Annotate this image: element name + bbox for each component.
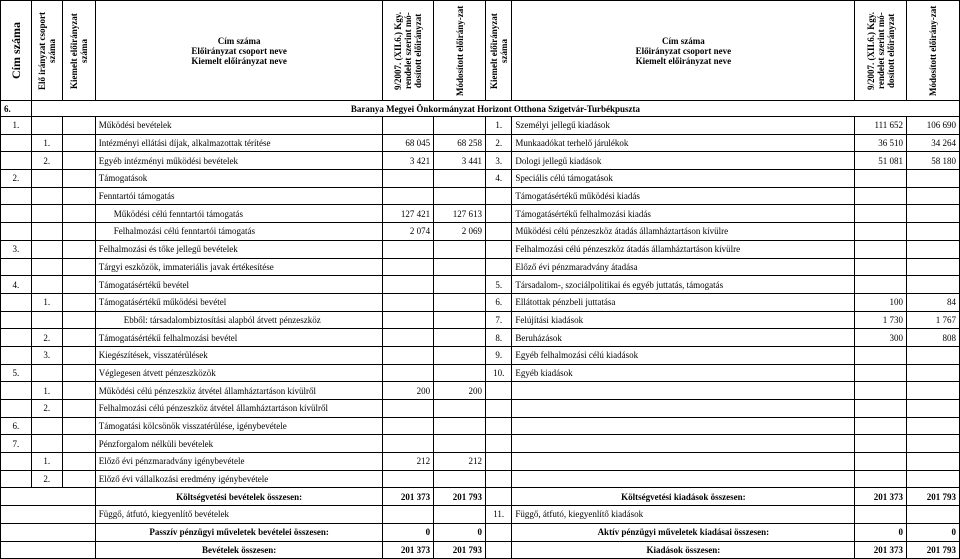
income-total-modified: 0 — [434, 523, 486, 541]
expense-label: Dologi jellegű kiadások — [512, 152, 855, 170]
kiemelt-szam — [62, 276, 95, 294]
expense-total-modified: 201 793 — [907, 488, 960, 506]
table-row — [1, 152, 960, 170]
expense-base-value — [855, 170, 907, 188]
expense-base-value: 1 730 — [855, 311, 907, 329]
expense-base-value: 100 — [855, 293, 907, 311]
income-label: Felhalmozási és tőke jellegű bevételek — [95, 240, 383, 258]
table-row — [1, 276, 960, 294]
expense-total-number — [485, 488, 511, 506]
income-label: Intézményi ellátási díjak, alkalmazottak térítése — [95, 134, 383, 152]
table-row — [1, 170, 960, 188]
cim-szam: 2. — [1, 170, 32, 188]
table-row — [1, 329, 960, 347]
income-modified-value — [434, 187, 486, 205]
kiemelt-szam — [62, 223, 95, 241]
income-modified-value — [434, 258, 486, 276]
expense-number — [485, 382, 511, 400]
income-base-value — [383, 258, 434, 276]
income-modified-value: 127 613 — [434, 205, 486, 223]
cim-szam — [1, 400, 32, 418]
expense-modified-value — [907, 223, 960, 241]
cim-szam: 1. — [1, 117, 32, 135]
expense-label: Speciális célú támogatások — [512, 170, 855, 188]
table-row — [1, 117, 960, 135]
expense-number — [485, 223, 511, 241]
section-number: 6. — [1, 101, 32, 117]
kiemelt-szam — [62, 187, 95, 205]
csoport-szam: 2. — [31, 152, 62, 170]
cim-szam: 7. — [1, 435, 32, 453]
total-row — [1, 523, 960, 541]
csoport-szam — [31, 258, 62, 276]
table-row — [1, 382, 960, 400]
expense-number: 10. — [485, 364, 511, 382]
header-modositott: Módosított előirány-zat — [434, 1, 486, 101]
expense-modified-value — [907, 205, 960, 223]
income-modified-value — [434, 417, 486, 435]
expense-total-modified: 0 — [907, 523, 960, 541]
expense-label: Támogatásértékű működési kiadás — [512, 187, 855, 205]
income-modified-value — [434, 276, 486, 294]
header-modositott-right: Módosított előirány-zat — [907, 1, 960, 101]
kiemelt-szam — [62, 346, 95, 364]
expense-base-value — [855, 470, 907, 488]
expense-base-value — [855, 400, 907, 418]
income-base-value: 68 045 — [383, 134, 434, 152]
expense-total-modified: 201 793 — [907, 541, 960, 559]
income-modified-value: 2 069 — [434, 223, 486, 241]
csoport-szam: 2. — [31, 329, 62, 347]
income-label: Támogatások — [95, 170, 383, 188]
expense-modified-value — [907, 453, 960, 471]
expense-number: 9. — [485, 346, 511, 364]
expense-modified-value: 808 — [907, 329, 960, 347]
income-total-modified: 201 793 — [434, 488, 486, 506]
income-total-label: Függő, átfutó, kiegyenlítő bevételek — [95, 506, 383, 524]
table-row — [1, 258, 960, 276]
expense-total-label: Függő, átfutó, kiegyenlítő kiadások — [512, 506, 855, 524]
csoport-szam — [31, 276, 62, 294]
cim-szam — [1, 205, 32, 223]
table-row — [1, 311, 960, 329]
kiemelt-szam — [62, 417, 95, 435]
table-row — [1, 453, 960, 471]
expense-total-label: Költségvetési kiadások összesen: — [512, 488, 855, 506]
expense-modified-value — [907, 276, 960, 294]
expense-base-value: 300 — [855, 329, 907, 347]
expense-modified-value — [907, 346, 960, 364]
expense-base-value: 36 510 — [855, 134, 907, 152]
expense-modified-value: 58 180 — [907, 152, 960, 170]
expense-total-label: Aktív pénzügyi műveletek kiadásai összesen: — [512, 523, 855, 541]
table-row — [1, 223, 960, 241]
expense-base-value — [855, 205, 907, 223]
expense-base-value — [855, 240, 907, 258]
income-label: Kiegészítések, visszatérülések — [95, 346, 383, 364]
income-label: Működési célú pénzeszköz átvétel államháztartáson kívülről — [95, 382, 383, 400]
section-title: Baranya Megyei Önkormányzat Horizont Otthona Szigetvár-Turbékpuszta — [31, 101, 959, 117]
income-base-value — [383, 187, 434, 205]
income-total-label: Költségvetési bevételek összesen: — [95, 488, 383, 506]
income-modified-value — [434, 311, 486, 329]
csoport-szam: 1. — [31, 293, 62, 311]
cim-szam — [1, 187, 32, 205]
expense-base-value — [855, 223, 907, 241]
csoport-szam — [31, 240, 62, 258]
csoport-szam — [31, 205, 62, 223]
expense-total-base: 0 — [855, 523, 907, 541]
expense-label: Egyéb kiadások — [512, 364, 855, 382]
expense-label: Egyéb felhalmozási célú kiadások — [512, 346, 855, 364]
kiemelt-szam — [62, 453, 95, 471]
expense-label: Társadalom-, szociálpolitikai és egyéb juttatás, támogatás — [512, 276, 855, 294]
header-kiemelt-szama-right: Kiemelt előirányzat száma — [485, 1, 511, 101]
total-row — [1, 506, 960, 524]
expense-number — [485, 417, 511, 435]
cim-szam: 4. — [1, 276, 32, 294]
income-total-base: 0 — [383, 523, 434, 541]
kiemelt-szam — [62, 435, 95, 453]
csoport-szam: 1. — [31, 453, 62, 471]
income-label: Működési célú fenntartói támogatás — [95, 205, 383, 223]
csoport-szam — [31, 223, 62, 241]
expense-number — [485, 240, 511, 258]
income-label: Előző évi pénzmaradvány igénybevétele — [95, 453, 383, 471]
expense-number — [485, 205, 511, 223]
csoport-szam — [31, 117, 62, 135]
income-modified-value — [434, 346, 486, 364]
cim-szam — [1, 329, 32, 347]
expense-label — [512, 470, 855, 488]
blank-cell — [1, 523, 96, 541]
expense-modified-value — [907, 435, 960, 453]
section-row — [1, 101, 960, 117]
expense-number — [485, 400, 511, 418]
expense-total-base — [855, 506, 907, 524]
income-base-value — [383, 364, 434, 382]
income-label: Működési bevételek — [95, 117, 383, 135]
kiemelt-szam — [62, 205, 95, 223]
table-row — [1, 293, 960, 311]
income-label: Ebből: társadalombiztosítási alapból átvett pénzeszköz — [95, 311, 383, 329]
cim-szam — [1, 346, 32, 364]
income-base-value — [383, 417, 434, 435]
income-modified-value: 200 — [434, 382, 486, 400]
expense-number: 5. — [485, 276, 511, 294]
income-label: Felhalmozási célú fenntartói támogatás — [95, 223, 383, 241]
expense-label: Ellátottak pénzbeli juttatása — [512, 293, 855, 311]
expense-modified-value: 106 690 — [907, 117, 960, 135]
income-modified-value — [434, 117, 486, 135]
csoport-szam — [31, 170, 62, 188]
income-label: Pénzforgalom nélküli bevételek — [95, 435, 383, 453]
expense-base-value — [855, 258, 907, 276]
expense-number: 2. — [485, 134, 511, 152]
expense-modified-value — [907, 382, 960, 400]
total-row — [1, 488, 960, 506]
income-label: Egyéb intézményi működési bevételek — [95, 152, 383, 170]
header-expense-title: Cím száma Előirányzat csoport neve Kiemelt előirányzat neve — [512, 1, 855, 101]
cim-szam: 3. — [1, 240, 32, 258]
expense-base-value — [855, 187, 907, 205]
income-base-value — [383, 311, 434, 329]
kiemelt-szam — [62, 258, 95, 276]
header-rendelet-eloiranyzat: 9/2007. (XII.6.) Kgy. rendelet szerint mó-dosított előirányzat — [383, 1, 434, 101]
income-modified-value: 68 258 — [434, 134, 486, 152]
blank-cell — [1, 541, 96, 559]
income-base-value: 127 421 — [383, 205, 434, 223]
expense-label: Működési célú pénzeszköz átadás államháztartáson kívülre — [512, 223, 855, 241]
expense-label — [512, 417, 855, 435]
csoport-szam: 1. — [31, 382, 62, 400]
kiemelt-szam — [62, 293, 95, 311]
csoport-szam — [31, 364, 62, 382]
expense-number: 1. — [485, 117, 511, 135]
expense-number — [485, 435, 511, 453]
income-label: Véglegesen átvett pénzeszközök — [95, 364, 383, 382]
expense-number — [485, 258, 511, 276]
income-total-label: Bevételek összesen: — [95, 541, 383, 559]
income-modified-value — [434, 435, 486, 453]
income-label: Támogatási kölcsönök visszatérülése, igénybevétele — [95, 417, 383, 435]
expense-label: Személyi jellegű kiadások — [512, 117, 855, 135]
income-modified-value — [434, 470, 486, 488]
income-modified-value — [434, 400, 486, 418]
expense-modified-value — [907, 240, 960, 258]
expense-base-value — [855, 417, 907, 435]
expense-total-base: 201 373 — [855, 541, 907, 559]
header-cim-szama: Cím száma — [1, 1, 32, 101]
expense-modified-value — [907, 187, 960, 205]
expense-base-value — [855, 346, 907, 364]
kiemelt-szam — [62, 152, 95, 170]
table-row — [1, 364, 960, 382]
cim-szam — [1, 470, 32, 488]
cim-szam: 5. — [1, 364, 32, 382]
income-base-value — [383, 240, 434, 258]
expense-base-value — [855, 453, 907, 471]
income-modified-value: 3 441 — [434, 152, 486, 170]
expense-base-value — [855, 382, 907, 400]
kiemelt-szam — [62, 400, 95, 418]
expense-modified-value — [907, 364, 960, 382]
expense-number — [485, 187, 511, 205]
csoport-szam: 1. — [31, 134, 62, 152]
expense-label: Felhalmozási célú pénzeszköz átadás államháztartáson kívülre — [512, 240, 855, 258]
csoport-szam — [31, 417, 62, 435]
header-row — [1, 1, 960, 101]
table-row — [1, 205, 960, 223]
expense-modified-value — [907, 170, 960, 188]
expense-total-base: 201 373 — [855, 488, 907, 506]
csoport-szam: 2. — [31, 470, 62, 488]
total-row — [1, 541, 960, 559]
expense-modified-value: 84 — [907, 293, 960, 311]
income-label: Tárgyi eszközök, immateriális javak értékesítése — [95, 258, 383, 276]
income-base-value — [383, 470, 434, 488]
expense-modified-value — [907, 258, 960, 276]
income-modified-value — [434, 170, 486, 188]
expense-total-label: Kiadások összesen: — [512, 541, 855, 559]
expense-total-number: 11. — [485, 506, 511, 524]
kiemelt-szam — [62, 134, 95, 152]
expense-number: 3. — [485, 152, 511, 170]
table-row — [1, 400, 960, 418]
income-base-value — [383, 400, 434, 418]
expense-number — [485, 470, 511, 488]
cim-szam — [1, 152, 32, 170]
kiemelt-szam — [62, 382, 95, 400]
income-base-value — [383, 293, 434, 311]
expense-label: Felújítási kiadások — [512, 311, 855, 329]
income-total-label: Passzív pénzügyi műveletek bevételei összesen: — [95, 523, 383, 541]
cim-szam — [1, 223, 32, 241]
expense-modified-value — [907, 400, 960, 418]
income-base-value: 212 — [383, 453, 434, 471]
table-body — [1, 1, 960, 559]
expense-modified-value — [907, 417, 960, 435]
cim-szam — [1, 134, 32, 152]
expense-label: Beruházások — [512, 329, 855, 347]
expense-number: 8. — [485, 329, 511, 347]
kiemelt-szam — [62, 329, 95, 347]
income-base-value — [383, 435, 434, 453]
expense-number — [485, 453, 511, 471]
header-rendelet-eloiranyzat-right: 9/2007. (XII.6.) Kgy. rendelet szerint mó-dosított előirányzat — [855, 1, 907, 101]
income-label: Fenntartói támogatás — [95, 187, 383, 205]
cim-szam — [1, 293, 32, 311]
csoport-szam — [31, 311, 62, 329]
kiemelt-szam — [62, 117, 95, 135]
income-label: Felhalmozási célú pénzeszköz átvétel államháztartáson kívülről — [95, 400, 383, 418]
income-modified-value — [434, 240, 486, 258]
income-base-value — [383, 346, 434, 364]
kiemelt-szam — [62, 170, 95, 188]
cim-szam — [1, 453, 32, 471]
cim-szam — [1, 258, 32, 276]
expense-total-number — [485, 523, 511, 541]
income-total-modified — [434, 506, 486, 524]
income-total-base — [383, 506, 434, 524]
income-modified-value: 212 — [434, 453, 486, 471]
income-base-value — [383, 170, 434, 188]
expense-modified-value: 34 264 — [907, 134, 960, 152]
expense-label — [512, 382, 855, 400]
header-eloiranyzat-csoport: Elő irányzat csoport száma — [31, 1, 62, 101]
expense-number: 6. — [485, 293, 511, 311]
csoport-szam: 2. — [31, 400, 62, 418]
expense-label — [512, 400, 855, 418]
kiemelt-szam — [62, 311, 95, 329]
blank-cell — [1, 488, 96, 506]
expense-modified-value — [907, 470, 960, 488]
table-row — [1, 187, 960, 205]
cim-szam: 6. — [1, 417, 32, 435]
kiemelt-szam — [62, 240, 95, 258]
income-label: Támogatásértékű felhalmozási bevétel — [95, 329, 383, 347]
income-total-base: 201 373 — [383, 541, 434, 559]
income-base-value: 3 421 — [383, 152, 434, 170]
table-row — [1, 346, 960, 364]
income-modified-value — [434, 364, 486, 382]
header-kiemelt-szama: Kiemelt előirányzat száma — [62, 1, 95, 101]
expense-base-value — [855, 276, 907, 294]
table-row — [1, 134, 960, 152]
income-base-value — [383, 117, 434, 135]
table-row — [1, 435, 960, 453]
expense-modified-value: 1 767 — [907, 311, 960, 329]
header-income-title: Cím száma Előirányzat csoport neve Kiemelt előirányzat neve — [95, 1, 383, 101]
table-row — [1, 470, 960, 488]
expense-label — [512, 435, 855, 453]
expense-base-value — [855, 435, 907, 453]
income-base-value: 200 — [383, 382, 434, 400]
cim-szam — [1, 311, 32, 329]
expense-base-value: 111 652 — [855, 117, 907, 135]
income-total-modified: 201 793 — [434, 541, 486, 559]
csoport-szam — [31, 435, 62, 453]
income-label: Előző évi vállalkozási eredmény igénybevétele — [95, 470, 383, 488]
csoport-szam — [31, 187, 62, 205]
income-modified-value — [434, 329, 486, 347]
expense-base-value: 51 081 — [855, 152, 907, 170]
income-modified-value — [434, 293, 486, 311]
blank-cell — [1, 506, 96, 524]
kiemelt-szam — [62, 470, 95, 488]
expense-label: Támogatásértékű felhalmozási kiadás — [512, 205, 855, 223]
income-total-base: 201 373 — [383, 488, 434, 506]
expense-label — [512, 453, 855, 471]
expense-number: 7. — [485, 311, 511, 329]
income-label: Támogatásértékű bevétel — [95, 276, 383, 294]
expense-base-value — [855, 364, 907, 382]
expense-label: Munkaadókat terhelő járulékok — [512, 134, 855, 152]
cim-szam — [1, 382, 32, 400]
expense-total-modified — [907, 506, 960, 524]
expense-number: 4. — [485, 170, 511, 188]
expense-label: Előző évi pénzmaradvány átadása — [512, 258, 855, 276]
income-base-value — [383, 276, 434, 294]
table-row — [1, 417, 960, 435]
income-label: Támogatásértékű működési bevétel — [95, 293, 383, 311]
csoport-szam: 3. — [31, 346, 62, 364]
kiemelt-szam — [62, 364, 95, 382]
income-base-value — [383, 329, 434, 347]
income-base-value: 2 074 — [383, 223, 434, 241]
expense-total-number — [485, 541, 511, 559]
table-row — [1, 240, 960, 258]
